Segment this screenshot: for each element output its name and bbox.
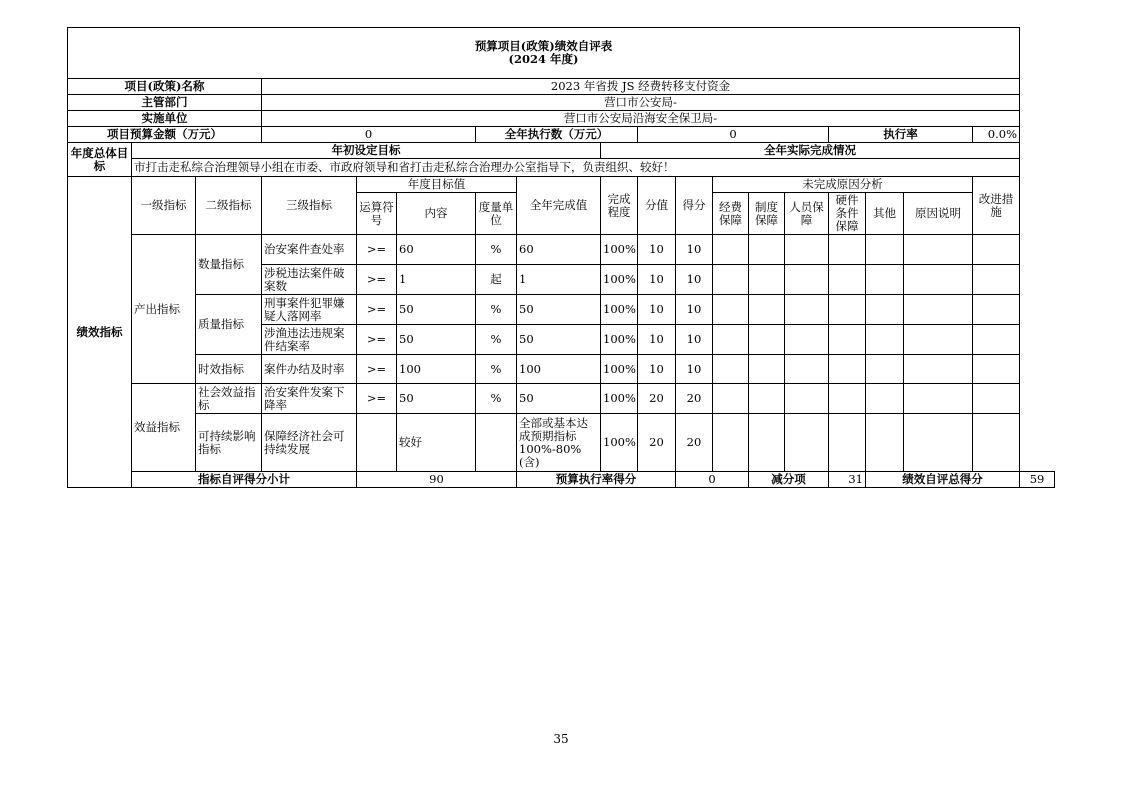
header-actual: 全年完成值 [517,177,601,235]
indicator-group: 时效指标 [196,355,262,384]
year-label: (2024 年度) [508,52,579,66]
indicator-completion: 100% [601,235,638,265]
performance-section-label: 绩效指标 [68,177,132,488]
indicator-score-value: 10 [638,235,676,265]
annual-goal-text: 市打击走私综合治理领导小组在市委、市政府领导和省打击走私综合治理办公室指导下，负责组织、较好！ [132,159,1020,177]
header-reason-staff: 人员保障 [785,193,829,235]
header-score-value: 分值 [638,177,676,235]
benefit-indicator-label: 效益指标 [132,384,196,472]
indicator-unit [476,414,517,472]
indicator-actual: 100 [517,355,601,384]
header-reason-note: 原因说明 [904,193,973,235]
header-reason-group: 未完成原因分析 [713,177,973,193]
indicator-unit: % [476,384,517,414]
header-unit: 度量单位 [476,193,517,235]
indicator-score: 10 [676,355,713,384]
page-number: 35 [553,732,569,746]
indicator-operator [357,414,397,472]
indicator-score-value: 20 [638,414,676,472]
header-reason-hardware: 硬件条件保障 [829,193,866,235]
indicator-score-value: 10 [638,355,676,384]
indicator-content: 1 [397,265,476,295]
indicator-actual: 1 [517,265,601,295]
project-label: 项目(政策)名称 [68,79,262,95]
evaluation-table [67,27,1055,488]
indicator-operator: >= [357,295,397,325]
total-score-label: 绩效自评总得分 [866,472,1020,488]
indicator-actual: 50 [517,295,601,325]
indicator-completion: 100% [601,384,638,414]
indicator-score: 10 [676,265,713,295]
header-level2: 二级指标 [196,177,262,235]
header-level3: 三级指标 [262,177,357,235]
output-indicator-label: 产出指标 [132,235,196,384]
indicator-score: 10 [676,235,713,265]
indicator-actual: 50 [517,325,601,355]
annual-goal-label: 年度总体目标 [68,143,132,177]
self-score-value: 90 [357,472,517,488]
indicator-group: 质量指标 [196,295,262,355]
indicator-name: 涉渔违法违规案件结案率 [262,325,357,355]
indicator-score-value: 10 [638,265,676,295]
header-reason-other: 其他 [866,193,904,235]
self-score-label: 指标自评得分小计 [132,472,357,488]
indicator-score-value: 10 [638,295,676,325]
indicator-operator: >= [357,384,397,414]
indicator-actual: 50 [517,384,601,414]
indicator-operator: >= [357,355,397,384]
indicator-content: 50 [397,384,476,414]
indicator-name: 涉税违法案件破案数 [262,265,357,295]
deduction-label: 减分项 [749,472,829,488]
budget-score-label: 预算执行率得分 [517,472,676,488]
deduction-value: 31 [829,472,866,488]
indicator-content: 50 [397,295,476,325]
indicator-unit: % [476,235,517,265]
indicator-operator: >= [357,235,397,265]
indicator-content: 50 [397,325,476,355]
header-completion: 完成程度 [601,177,638,235]
indicator-content: 60 [397,235,476,265]
indicator-name: 治安案件发案下降率 [262,384,357,414]
title-text: 预算项目(政策)绩效自评表 [474,39,613,53]
indicator-name: 刑事案件犯罪嫌疑人落网率 [262,295,357,325]
actual-goal-header: 全年实际完成情况 [601,143,1020,159]
project-value: 2023 年省拨 JS 经费转移支付资金 [262,79,1020,95]
indicator-score: 10 [676,295,713,325]
indicator-unit: % [476,295,517,325]
total-score-value: 59 [1020,472,1055,488]
header-content: 内容 [397,193,476,235]
indicator-score: 20 [676,414,713,472]
exec-rate-label: 执行率 [829,127,973,143]
department-value: 营口市公安局- [262,95,1020,111]
indicator-completion: 100% [601,355,638,384]
indicator-actual: 60 [517,235,601,265]
indicator-score: 10 [676,325,713,355]
budget-amount-label: 项目预算金额（万元） [68,127,262,143]
indicator-name: 案件办结及时率 [262,355,357,384]
indicator-group: 数量指标 [196,235,262,295]
unit-value: 营口市公安局沿海安全保卫局- [262,111,1020,127]
indicator-unit: % [476,325,517,355]
header-operator: 运算符号 [357,193,397,235]
department-label: 主管部门 [68,95,262,111]
indicator-group: 社会效益指标 [196,384,262,414]
indicator-score-value: 20 [638,384,676,414]
indicator-content: 100 [397,355,476,384]
budget-score-value: 0 [676,472,749,488]
budget-exec-label: 全年执行数（万元） [476,127,638,143]
budget-amount-value: 0 [262,127,476,143]
indicator-completion: 100% [601,295,638,325]
evaluation-form [67,27,1055,488]
indicator-score: 20 [676,384,713,414]
indicator-content: 较好 [397,414,476,472]
budget-exec-value: 0 [638,127,829,143]
header-improve: 改进措施 [973,177,1020,235]
unit-label: 实施单位 [68,111,262,127]
header-score: 得分 [676,177,713,235]
indicator-unit: 起 [476,265,517,295]
indicator-name: 治安案件查处率 [262,235,357,265]
indicator-operator: >= [357,265,397,295]
exec-rate-value: 0.0% [973,127,1020,143]
form-title [68,28,1020,79]
indicator-completion: 100% [601,265,638,295]
indicator-operator: >= [357,325,397,355]
indicator-completion: 100% [601,414,638,472]
header-target-group: 年度目标值 [357,177,517,193]
indicator-name: 保障经济社会可持续发展 [262,414,357,472]
initial-goal-header: 年初设定目标 [132,143,601,159]
header-reason-fund: 经费保障 [713,193,749,235]
indicator-actual: 全部或基本达成预期指标100%-80%(含) [517,414,601,472]
indicator-score-value: 10 [638,325,676,355]
indicator-unit: % [476,355,517,384]
indicator-group: 可持续影响指标 [196,414,262,472]
header-level1: 一级指标 [132,177,196,235]
indicator-completion: 100% [601,325,638,355]
header-reason-system: 制度保障 [749,193,785,235]
